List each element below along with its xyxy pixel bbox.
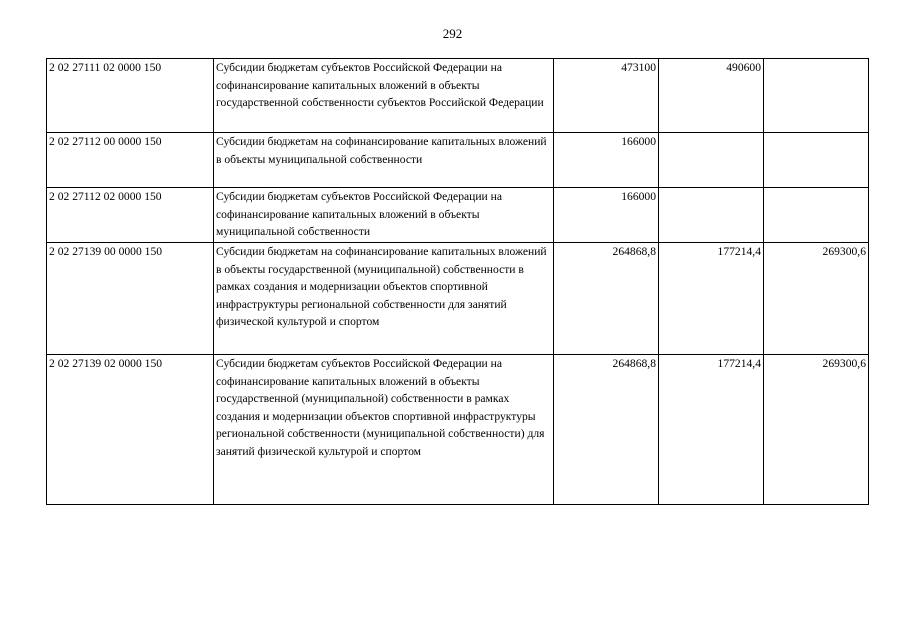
income-name: Субсидии бюджетам субъектов Российской Федерации на софинансирование капитальных вложений в объекты государственной собственности субъектов Российской Федерации: [214, 59, 554, 133]
table-row: [47, 188, 869, 243]
amount-year-1: 264868,8: [554, 243, 659, 355]
amount-year-1: 166000: [554, 133, 659, 188]
amount-year-2: [659, 188, 764, 243]
amount-year-3: [764, 188, 869, 243]
amount-year-1: 166000: [554, 188, 659, 243]
amount-year-2: [659, 133, 764, 188]
budget-code: 2 02 27139 02 0000 150: [47, 355, 214, 505]
table-row: [47, 355, 869, 505]
amount-year-2: 490600: [659, 59, 764, 133]
amount-year-3: [764, 133, 869, 188]
income-name: Субсидии бюджетам субъектов Российской Федерации на софинансирование капитальных вложений в объекты государственной (муниципальной) собственности в рамках создания и модернизации объектов спортивной инфраструктуры региональной собственности (муниципальной собственности) для занятий физической культурой и спортом: [214, 355, 554, 505]
amount-year-3: 269300,6: [764, 243, 869, 355]
page-number: 292: [442, 26, 463, 41]
amount-year-2: 177214,4: [659, 243, 764, 355]
table-row: [47, 243, 869, 355]
income-name: Субсидии бюджетам на софинансирование капитальных вложений в объекты государственной (муниципальной) собственности в рамках создания и модернизации объектов спортивной инфраструктуры региональной собственности для занятий физической культурой и спортом: [214, 243, 554, 355]
amount-year-1: 473100: [554, 59, 659, 133]
income-name: Субсидии бюджетам на софинансирование капитальных вложений в объекты муниципальной собственности: [214, 133, 554, 188]
budget-code: 2 02 27139 00 0000 150: [47, 243, 214, 355]
amount-year-2: 177214,4: [659, 355, 764, 505]
amount-year-3: 269300,6: [764, 355, 869, 505]
budget-code: 2 02 27112 00 0000 150: [47, 133, 214, 188]
table-row: [47, 59, 869, 133]
budget-code: 2 02 27112 02 0000 150: [47, 188, 214, 243]
budget-code: 2 02 27111 02 0000 150: [47, 59, 214, 133]
table-row: [47, 133, 869, 188]
income-name: Субсидии бюджетам субъектов Российской Федерации на софинансирование капитальных вложений в объекты муниципальной собственности: [214, 188, 554, 243]
amount-year-1: 264868,8: [554, 355, 659, 505]
budget-table: [46, 58, 869, 505]
amount-year-3: [764, 59, 869, 133]
